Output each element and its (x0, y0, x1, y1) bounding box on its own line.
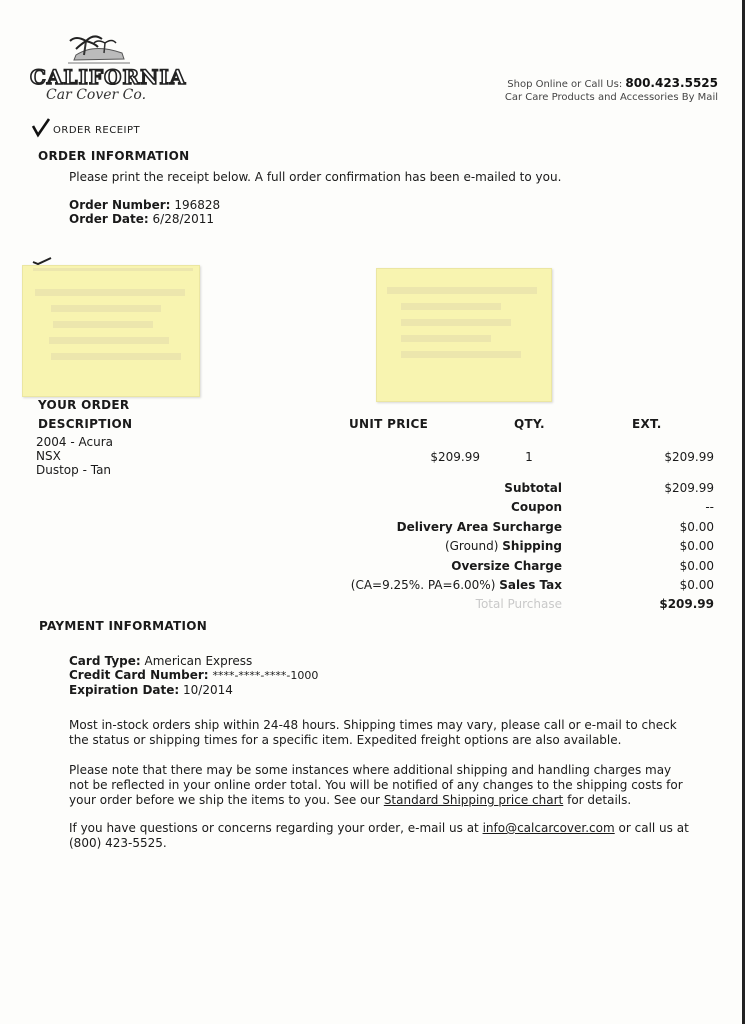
totals-row (300, 578, 714, 597)
column-unit-price: UNIT PRICE (349, 417, 429, 431)
item-line-1: 2004 - Acura (36, 435, 113, 449)
expiration-date: 10/2014 (183, 683, 233, 697)
order-info-intro: Please print the receipt below. A full order confirmation has been e-mailed to you. (69, 170, 562, 184)
header-tagline: Car Care Products and Accessories By Mail (504, 92, 718, 103)
card-type-label: Card Type: (69, 654, 141, 668)
totals-value: -- (705, 500, 714, 515)
header-contact (358, 77, 718, 104)
total-purchase-value: $209.99 (659, 597, 714, 612)
contact-email-link[interactable]: info@calcarcover.com (482, 821, 615, 835)
card-number-row (69, 668, 318, 683)
item-description (36, 435, 113, 477)
card-number-label: Credit Card Number: (69, 668, 209, 682)
total-purchase-label: Total Purchase (475, 597, 562, 612)
palm-tree-car-icon (64, 33, 134, 67)
order-date: 6/28/2011 (152, 212, 215, 226)
totals-table (300, 481, 714, 617)
totals-label: Delivery Area Surcharge (396, 519, 562, 534)
header-phone: 800.423.5525 (625, 76, 718, 90)
shipping-price-chart-link[interactable]: Standard Shipping price chart (383, 793, 564, 807)
totals-row (300, 500, 714, 519)
item-line-2: NSX (36, 449, 61, 463)
column-ext: EXT. (632, 417, 662, 431)
item-unit-price: $209.99 (430, 450, 480, 464)
totals-row (300, 520, 714, 539)
logo-wordmark: CALIFORNIA (30, 65, 187, 89)
order-number-label: Order Number: (69, 198, 171, 212)
sticky-note-shipping (376, 268, 552, 402)
item-qty: 1 (525, 450, 533, 464)
item-line-3: Dustop - Tan (36, 463, 112, 477)
shipping-time-note: Most in-stock orders ship within 24-48 hours. Shipping times may vary, please call or e-mail to check the status or shipping times for a specific item. Expedited freight options are also available. (69, 718, 677, 747)
totals-value: $209.99 (664, 481, 714, 495)
expiration-row (69, 683, 318, 697)
item-ext: $209.99 (664, 450, 714, 464)
order-number-row (69, 198, 220, 212)
totals-label: Coupon (511, 500, 562, 515)
order-number: 196828 (174, 198, 221, 212)
totals-value: $0.00 (679, 519, 714, 534)
order-date-label: Order Date: (69, 212, 149, 226)
total-purchase-row (300, 597, 714, 616)
totals-value: $0.00 (679, 558, 714, 573)
sticky-note-billing (22, 265, 200, 397)
contact-text: If you have questions or concerns regarding your order, e-mail us at (69, 821, 479, 835)
totals-label: Sales Tax (499, 577, 562, 592)
card-type-row (69, 654, 318, 668)
totals-value: $0.00 (679, 539, 714, 554)
extra-charges-note (69, 763, 694, 808)
totals-label: Subtotal (504, 481, 562, 495)
card-number: ****-****-****-1000 (212, 669, 319, 682)
payment-details (69, 654, 318, 697)
payment-heading: PAYMENT INFORMATION (39, 619, 208, 633)
contact-note (69, 821, 694, 851)
card-type: American Express (144, 654, 253, 668)
totals-row (300, 559, 714, 578)
extra-charges-text-end: for details. (567, 793, 632, 807)
order-date-row (69, 212, 214, 226)
totals-label: Oversize Charge (451, 558, 562, 573)
contact-prefix: Shop Online or Call Us: (507, 79, 623, 90)
order-info-heading: ORDER INFORMATION (38, 149, 190, 163)
expiration-label: Expiration Date: (69, 683, 180, 697)
totals-value: $0.00 (679, 577, 714, 592)
totals-prefix: (CA=9.25%. PA=6.00%) (350, 577, 500, 592)
receipt-label: ORDER RECEIPT (53, 125, 141, 136)
column-description: DESCRIPTION (38, 417, 133, 431)
contact-text-end: or call us at (800) 423-5525. (69, 821, 689, 850)
checkmark-icon (31, 118, 51, 138)
extra-charges-text: Please note that there may be some instances where additional shipping and handling charges may not be reflected in your online order total. You will be notified of any changes to the shipping costs for your order before we ship the items to you. See our (69, 763, 683, 807)
totals-label: Shipping (502, 539, 562, 554)
logo-subtitle: Car Cover Co. (46, 87, 147, 103)
totals-row (300, 481, 714, 500)
column-qty: QTY. (514, 417, 545, 431)
totals-prefix: (Ground) (444, 539, 503, 554)
your-order-heading: YOUR ORDER (38, 398, 130, 412)
company-logo (30, 33, 187, 108)
totals-row (300, 539, 714, 558)
